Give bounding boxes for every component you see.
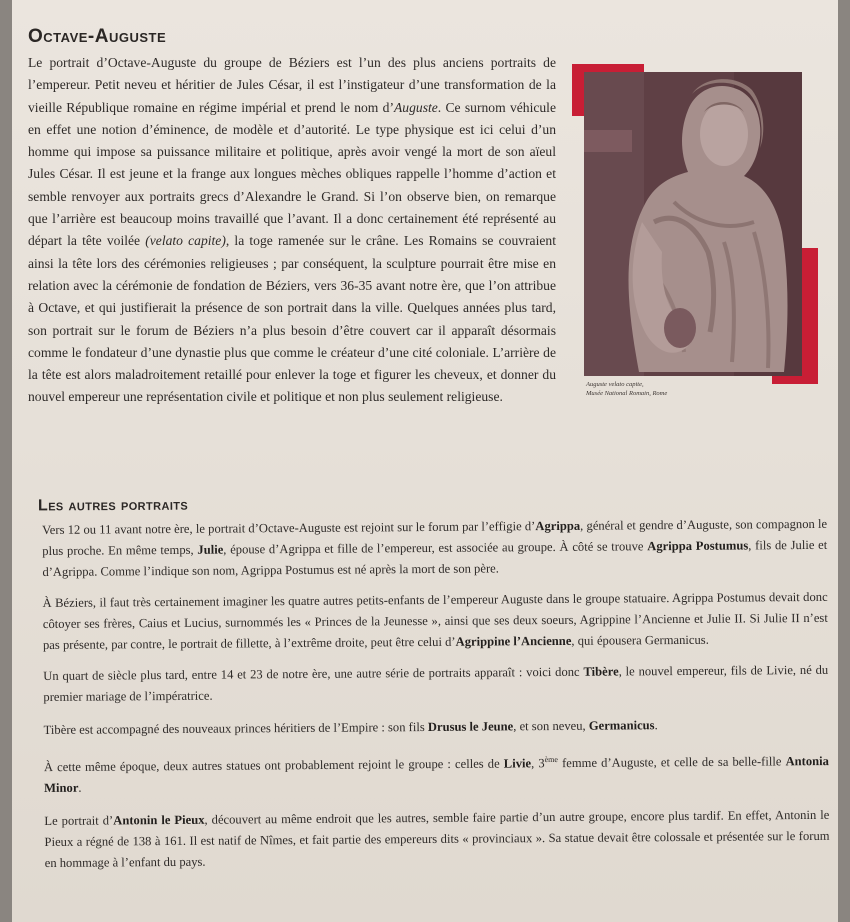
text: . xyxy=(654,718,658,733)
text: . xyxy=(78,780,82,795)
intro-text-1: Le portrait d’Octave-Auguste du groupe de Béziers est l’un des plus anciens portraits de l’empereur. Petit neveu et héritier de Jules César, il est l’instigateur d’une transformation de la vieille République romaine en régime impérial et prend le nom d’ xyxy=(28,55,556,115)
text: Un quart de siècle plus tard, entre 14 et 23 de notre ère, une autre série de portraits apparaît : voici donc xyxy=(43,664,584,683)
name-livie: Livie xyxy=(503,756,532,771)
statue-figure xyxy=(572,62,818,386)
text: femme d’Auguste, et celle de sa belle-fille xyxy=(557,754,786,771)
name-germanicus: Germanicus xyxy=(588,718,655,733)
text: , fils de Julie et d’Agrippa. Comme l’indique son nom, Agrippa Postumus est né après la mort de son père. xyxy=(42,537,828,579)
autres-portraits-body xyxy=(42,514,830,884)
name-agrippa: Agrippa xyxy=(535,518,581,534)
text: À cette même époque, deux autres statues ont probablement rejoint le groupe : celles de xyxy=(43,756,504,775)
name-tibere: Tibère xyxy=(583,664,619,679)
text: , épouse d’Agrippa et fille de l’empereur, est associée au groupe. À côté se trouve xyxy=(223,539,648,557)
text: , 3 xyxy=(531,756,545,771)
statue-illustration xyxy=(584,72,802,376)
text: , découvert au même endroit que les autres, semble faire partie d’un autre groupe, encore plus tardif. En effet, Antonin le Pieux a régné de 138 à 161. Il est natif de Nîmes, et fait partie des empereurs dits « provinciaux ». Sa statue devait être colossale et présentée sur le forum en hommage à l’enfant du pays. xyxy=(44,808,830,871)
name-antonia-minor: Antonia Minor xyxy=(44,754,829,796)
text: , qui épousera Germanicus. xyxy=(571,632,709,648)
intro-italic-auguste: Auguste xyxy=(394,99,438,115)
paragraph-heritiers xyxy=(44,714,829,741)
text: , général et gendre d’Auguste, son compagnon le plus proche. En même temps, xyxy=(42,516,828,558)
caption-line-2: Musée National Romain, Rome xyxy=(586,390,668,397)
name-antonin: Antonin le Pieux xyxy=(113,812,205,828)
paragraph-tibere xyxy=(43,660,828,708)
text: Vers 12 ou 11 avant notre ère, le portrait d’Octave-Auguste est rejoint sur le forum par l’effigie d’ xyxy=(42,519,536,537)
intro-paragraph xyxy=(28,52,556,409)
name-drusus: Drusus le Jeune xyxy=(427,719,514,734)
paragraph-beziers xyxy=(43,587,828,656)
text: À Béziers, il faut très certainement imaginer les quatre autres petits-enfants de l’empereur Auguste dans le groupe statuaire. Agrippa Postumus devait donc côtoyer ses frères, Caius et Lucius, surnommés les « Princes de la Jeunesse », ainsi que ses deux soeurs, Agrippine l’Ancienne et Julie II. Si Julie II n’est pas présente, par contre, le portrait de fillette, à l’extrême droite, peut être celui d’ xyxy=(42,589,828,652)
paragraph-agrippa xyxy=(42,514,827,583)
name-julie: Julie xyxy=(197,542,224,557)
intro-text-2: . Ce surnom véhicule en effet une notion d’éminence, de modèle et d’autorité. Le type physique est ici celui d’un homme qui impose sa puissance militaire et politique, après avoir vengé la mort de son aïeul Jules César. Il est jeune et la frange aux longues mèches obliques rappelle l’homme d’action et semble renvoyer aux portraits grecs d’Alexandre le Grand. Si l’on observe bien, on remarque que l’arrière est beaucoup moins travaillé que l’avant. Il a donc certainement été représenté au départ la tête voilée xyxy=(28,99,556,249)
name-agrippine: Agrippine l’Ancienne xyxy=(455,633,572,649)
intro-text-3: , la toge ramenée sur le crâne. Les Romains se couvraient ainsi la tête lors des cérémonies religieuses ; par conséquent, la sculpture pourrait être mise en relation avec la cérémonie de fondation de Béziers, vers 36-35 avant notre ère, que l’on attribue à Octave, et qui justifierait la présence de son portrait dans la ville. Quelques années plus tard, son portrait sur le forum de Béziers n’a plus besoin d’être couvert car il apparaît désormais comme le fondateur d’une dynastie plus que comme le créateur d’une cité coloniale. L’arrière de la tête est alors maladroitement retaillé pour enlever la toge et figurer les cheveux, et donner du nouvel empereur une représentation civile et politique et non plus seulement religieuse. xyxy=(28,233,556,405)
statue-photo xyxy=(584,72,802,376)
text: , et son neveu, xyxy=(513,718,589,734)
section-title-autres-portraits: Les autres portraits xyxy=(37,496,189,515)
section-title-octave-auguste: Octave-Auguste xyxy=(28,26,167,47)
text: , le nouvel empereur, fils de Livie, né du premier mariage de l’impératrice. xyxy=(43,662,829,704)
intro-italic-velato-capite: (velato capite) xyxy=(145,233,226,249)
ordinal-superscript: ème xyxy=(544,754,558,765)
caption-line-1: Auguste velato capite, xyxy=(586,381,644,388)
paragraph-antonin xyxy=(44,805,829,874)
exhibit-panel xyxy=(12,0,838,922)
paragraph-livie xyxy=(44,747,829,799)
name-agrippa-postumus: Agrippa Postumus xyxy=(647,538,749,554)
figure-caption xyxy=(586,380,736,398)
text: Le portrait d’ xyxy=(44,813,114,829)
text: Tibère est accompagné des nouveaux princes héritiers de l’Empire : son fils xyxy=(43,719,428,737)
